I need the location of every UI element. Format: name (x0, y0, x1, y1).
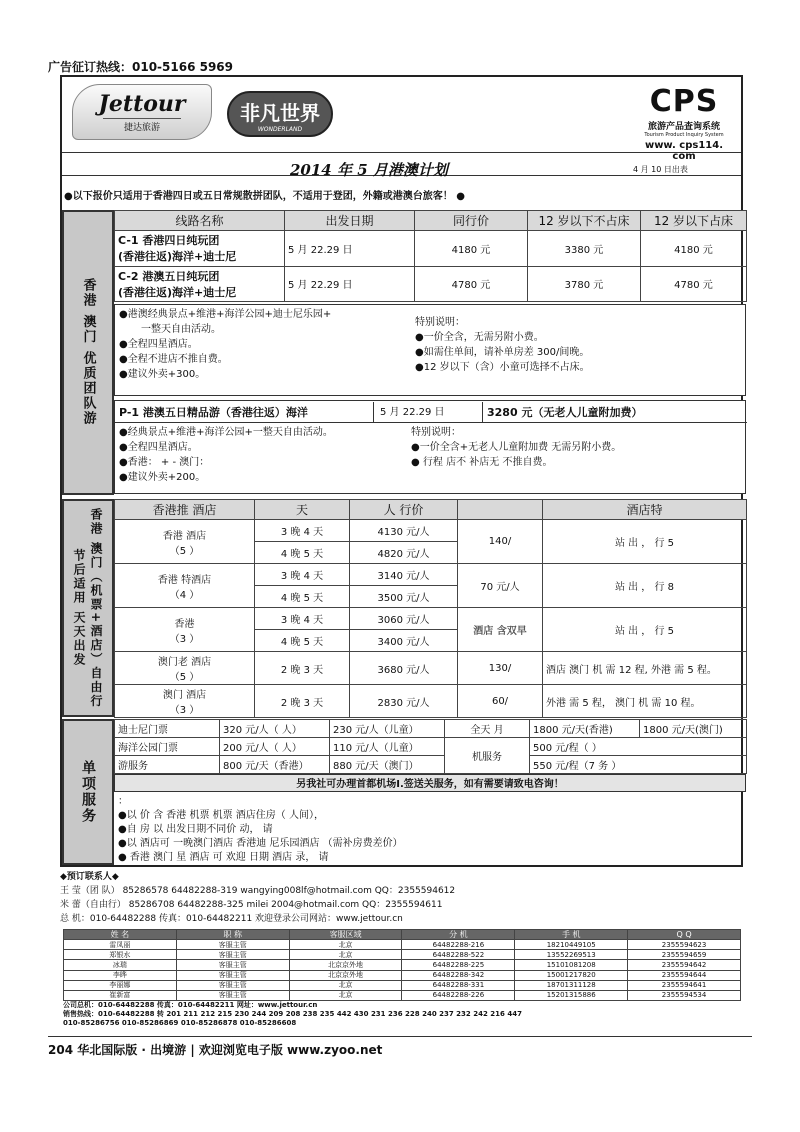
cell: 64482288-331 (402, 980, 515, 990)
cell: 64482288-225 (402, 960, 515, 970)
col-title: 职 称 (176, 930, 289, 940)
jettour-logo-cn: 捷达旅游 (103, 118, 181, 133)
staff-table (63, 929, 741, 1001)
route-name-sub: (香港往返)海洋+迪士尼 (118, 250, 237, 264)
foot-line: 公司总机：010-64482288 传真：010-64482211 网址：www.jettour.cn (63, 1001, 318, 1009)
p1-tour (114, 400, 746, 494)
note-line: ： (118, 796, 128, 807)
ad-hotline: 广告征订热线：010-5166 5969 (48, 60, 234, 74)
tour-table (114, 210, 746, 302)
note-line: ●港澳经典景点+维港+海洋公园+迪士尼乐园+ (119, 309, 332, 320)
contact-line: 米 蕾（自由行） 85286708 64482288-325 milei 2004@hotmail.com QQ：2355594611 (60, 900, 443, 910)
col-qq: Q Q (628, 930, 741, 940)
airport-service-note: 另我社可办理首都机场Ⅰ.签送关服务，如有需要请致电咨询！ (114, 774, 746, 792)
hotel-name: 香港 酒店 (162, 530, 207, 542)
addon: 60/ (458, 685, 543, 718)
jettour-logo (72, 84, 212, 140)
hotel-feature: 站 出 ， 行 5 (543, 520, 747, 564)
hotel-feature: 站 出 ， 行 5 (543, 608, 747, 652)
price: 3060 元/人 (350, 608, 458, 630)
special-note-title: 特别说明： (411, 427, 461, 438)
hotel-star: （3 ） (169, 705, 200, 716)
cell: 李丽娜 (64, 980, 177, 990)
col-name: 姓 名 (64, 930, 177, 940)
service-price: 230 元/人（儿童） (330, 720, 445, 738)
wonderland-logo (227, 91, 333, 137)
route-price: 4780 元 (415, 266, 528, 302)
price: 3400 元/人 (350, 630, 458, 652)
cell: 15201315886 (515, 990, 628, 1000)
hotel-name: 澳门老 酒店 (157, 657, 212, 668)
hotel-star: （3 ） (169, 633, 200, 645)
special-note-title: 特别说明： (415, 317, 465, 328)
booking-contacts (60, 870, 455, 926)
cell: 客服主管 (176, 990, 289, 1000)
service-price: 500 元/程（ ） (530, 738, 747, 756)
col-nobed: 12 岁以下不占床 (528, 211, 641, 231)
cell: 64482288-342 (402, 970, 515, 980)
cell: 15001217820 (515, 970, 628, 980)
cell: 崔新富 (64, 990, 177, 1000)
note-line: ●一价全含，无需另附小费。 (415, 332, 544, 343)
service-name: 游服务 (115, 756, 220, 774)
table-row (64, 980, 741, 990)
cell: 2355594534 (628, 990, 741, 1000)
company-info (63, 1001, 522, 1028)
route-price: 4180 元 (415, 231, 528, 267)
table-row (64, 950, 741, 960)
service-price: 110 元/人（儿童） (330, 738, 445, 756)
cell: 郑银水 (64, 950, 177, 960)
wonderland-logo-en: WONDERLAND (257, 126, 303, 133)
jettour-logo-text: Jettour (98, 91, 186, 117)
page-footer: 204 华北国际版 · 出境游 | 欢迎浏览电子版 www.zyoo.net (48, 1036, 752, 1058)
cell: 李晔 (64, 970, 177, 980)
service-price: 1800 元/天(澳门) (640, 720, 747, 738)
cps-logo-cn: 旅游产品查询系统 (647, 122, 720, 132)
cell: 北京京外地 (289, 970, 402, 980)
note-line: ●自 房 以 出发日期不同价 动， 请 (118, 824, 273, 835)
service-price: 550 元/程（7 务 ） (530, 756, 747, 774)
cell: 北京 (289, 950, 402, 960)
service-name: 迪士尼门票 (115, 720, 220, 738)
contacts-heading: ◆预订联系人◆ (60, 872, 119, 882)
route-nobed-price: 3780 元 (528, 266, 641, 302)
note-line: ●建议外卖+300。 (119, 369, 206, 380)
section-single-services (62, 719, 746, 865)
note-line: ●如需住单间，请补单房差 300/间晚。 (415, 347, 590, 358)
table-row (115, 756, 747, 774)
cell: 客服主管 (176, 950, 289, 960)
service-name: 海洋公园门票 (115, 738, 220, 756)
hotel-name: 香港 (174, 618, 195, 630)
cell: 64482288-522 (402, 950, 515, 960)
price: 4820 元/人 (350, 542, 458, 564)
service-price: 200 元/人（ 人） (220, 738, 330, 756)
price-notice: ●以下报价只适用于香港四日或五日常规散拼团队，不适用于登团，外籍或港澳台旅客！ ● (64, 191, 465, 202)
hotel-name: 香港 特酒店 (157, 574, 212, 586)
route-date: 5 月 22.29 日 (285, 266, 415, 302)
note-line: ● 香港 澳门 星 酒店 可 欢迎 日期 酒店 录， 请 (118, 852, 329, 863)
cell: 2355594659 (628, 950, 741, 960)
route-name-sub: (香港往返)海洋+迪士尼 (118, 285, 237, 299)
table-row (115, 720, 747, 738)
p1-date: 5 月 22.29 日 (373, 402, 483, 422)
hotel-star: （5 ） (169, 545, 200, 557)
cell: 北京 (289, 990, 402, 1000)
foot-line: 010-85286756 010-85286869 010-85286878 010-85286608 (63, 1019, 297, 1027)
cell: 2355594641 (628, 980, 741, 990)
table-row (115, 231, 747, 267)
col-days: 天 (255, 500, 350, 520)
cell: 18210449105 (515, 940, 628, 950)
cell: 冰瑞 (64, 960, 177, 970)
table-row (64, 960, 741, 970)
price: 3680 元/人 (350, 652, 458, 685)
price: 2830 元/人 (350, 685, 458, 718)
service-price: 880 元/天（澳门） (330, 756, 445, 774)
note-line: ● 行程 店不 补店无 不推自费。 (411, 457, 553, 468)
table-row (115, 608, 747, 630)
nights: 4 晚 5 天 (255, 586, 350, 608)
route-bed-price: 4780 元 (641, 266, 747, 302)
note-line: ●全程不进店不推自费。 (119, 354, 228, 365)
cell: 64482288-216 (402, 940, 515, 950)
col-addon (458, 500, 543, 520)
route-name: C-2 港澳五日纯玩团 (118, 269, 220, 283)
note-line: ●全程四星酒店。 (119, 442, 198, 453)
note-line: ●12 岁以下（含）小童可选择不占床。 (415, 362, 590, 373)
cell: 北京 (289, 980, 402, 990)
hotel-name: 澳门 酒店 (162, 690, 207, 701)
note-line: 一整天自由活动。 (141, 324, 221, 335)
nights: 3 晚 4 天 (255, 520, 350, 542)
foot-line: 销售热线：010-64482288 转 201 211 212 215 230 244 209 208 238 235 442 430 231 236 228 240 237 232 242 216 447 (63, 1010, 522, 1018)
service-table (114, 719, 746, 773)
cps-logo-text: CPS (649, 84, 719, 119)
cell: 2355594623 (628, 940, 741, 950)
table-row (64, 990, 741, 1000)
tour-notes (114, 304, 746, 396)
col-route: 线路名称 (115, 211, 285, 231)
cell: 15101081208 (515, 960, 628, 970)
col-mobile: 手 机 (515, 930, 628, 940)
cell: 13552269513 (515, 950, 628, 960)
cell: 客服主管 (176, 970, 289, 980)
addon-badge: 酒店 含双早 (458, 608, 543, 652)
cell: 18701311128 (515, 980, 628, 990)
cps-url[interactable]: www. cps114. com (644, 140, 724, 162)
nights: 4 晚 5 天 (255, 542, 350, 564)
table-row (115, 652, 747, 685)
nights: 2 晚 3 天 (255, 685, 350, 718)
cell: 雷凤丽 (64, 940, 177, 950)
table-row (115, 685, 747, 718)
cell: 2355594644 (628, 970, 741, 980)
price: 3140 元/人 (350, 564, 458, 586)
section-quality-tours (62, 210, 746, 496)
section-free-travel (62, 499, 746, 717)
col-feature: 酒店特 (543, 500, 747, 520)
nights: 3 晚 4 天 (255, 564, 350, 586)
p1-price: 3280 元（无老人儿童附加费） (487, 406, 643, 419)
contact-line: 王 莹（团 队） 85286578 64482288-319 wangying008lf@hotmail.com QQ：2355594612 (60, 886, 456, 896)
col-price: 人 行价 (350, 500, 458, 520)
cps-logo (632, 84, 736, 162)
note-line: ●经典景点+维港+海洋公园+一整天自由活动。 (119, 427, 333, 438)
nights: 4 晚 5 天 (255, 630, 350, 652)
section-side-label: 香港 澳门（机票+酒店）自由行 节后适用 天天出发 (62, 499, 114, 717)
service-price: 800 元/天（香港） (220, 756, 330, 774)
table-row (115, 520, 747, 542)
table-row (115, 266, 747, 302)
cell: 2355594642 (628, 960, 741, 970)
route-bed-price: 4180 元 (641, 231, 747, 267)
cell: 64482288-226 (402, 990, 515, 1000)
cell: 客服主管 (176, 980, 289, 990)
col-ext: 分 机 (402, 930, 515, 940)
hotel-table (114, 499, 746, 717)
cps-logo-en: Tourism Product Inquiry System (644, 132, 724, 138)
cell: 北京 (289, 940, 402, 950)
issue-date: 4 月 10 日出表 (633, 165, 688, 174)
service-name: 机服务 (445, 738, 530, 774)
note-line: ●以 酒店可 一晚澳门酒店 香港迪 尼乐园酒店 （需补房费差价） (118, 838, 403, 849)
col-price: 同行价 (415, 211, 528, 231)
section-side-label: 单项服务 (62, 719, 114, 865)
col-area: 客服区域 (289, 930, 402, 940)
col-date: 出发日期 (285, 211, 415, 231)
table-row (64, 940, 741, 950)
service-name: 全天 月 (445, 720, 530, 738)
nights: 3 晚 4 天 (255, 608, 350, 630)
col-hotel: 香港推 酒店 (115, 500, 255, 520)
addon: 130/ (458, 652, 543, 685)
table-row (64, 970, 741, 980)
col-bed: 12 岁以下占床 (641, 211, 747, 231)
service-price: 320 元/人（ 人） (220, 720, 330, 738)
service-notes (118, 795, 742, 865)
note-line: ●建议外卖+200。 (119, 472, 206, 483)
contact-line: 总 机：010-64482288 传真：010-64482211 欢迎登录公司网站：www.jettour.cn (60, 914, 403, 924)
page-title: 2014 年 5 月港澳计划 (290, 161, 448, 179)
note-line: ●香港： + - 澳门： (119, 457, 210, 468)
p1-name: P-1 港澳五日精品游（香港往返）海洋 (119, 406, 308, 419)
route-date: 5 月 22.29 日 (285, 231, 415, 267)
note-line: ●全程四星酒店。 (119, 339, 198, 350)
cell: 北京京外地 (289, 960, 402, 970)
hotel-feature: 外港 需 5 程， 澳门 机 需 10 程。 (543, 685, 747, 718)
hotel-feature: 站 出 ， 行 8 (543, 564, 747, 608)
nights: 2 晚 3 天 (255, 652, 350, 685)
hotel-star: （4 ） (169, 589, 200, 601)
table-row (115, 564, 747, 586)
addon: 140/ (458, 520, 543, 564)
note-line: ●一价全含+无老人儿童附加费 无需另附小费。 (411, 442, 622, 453)
table-row (115, 738, 747, 756)
price: 4130 元/人 (350, 520, 458, 542)
route-nobed-price: 3380 元 (528, 231, 641, 267)
note-line: ●以 价 含 香港 机票 机票 酒店住房（ 人间）， (118, 810, 324, 821)
addon: 70 元/人 (458, 564, 543, 608)
route-name: C-1 香港四日纯玩团 (118, 234, 220, 248)
cell: 客服主管 (176, 960, 289, 970)
wonderland-logo-text: 非凡世界 (240, 101, 320, 125)
hotel-star: （5 ） (169, 672, 200, 683)
cell: 客服主管 (176, 940, 289, 950)
section-side-label: 香港 澳门 优质团队游 (62, 210, 114, 495)
price: 3500 元/人 (350, 586, 458, 608)
service-price: 1800 元/天(香港) (530, 720, 640, 738)
hotel-feature: 酒店 澳门 机 需 12 程, 外港 需 5 程。 (543, 652, 747, 685)
